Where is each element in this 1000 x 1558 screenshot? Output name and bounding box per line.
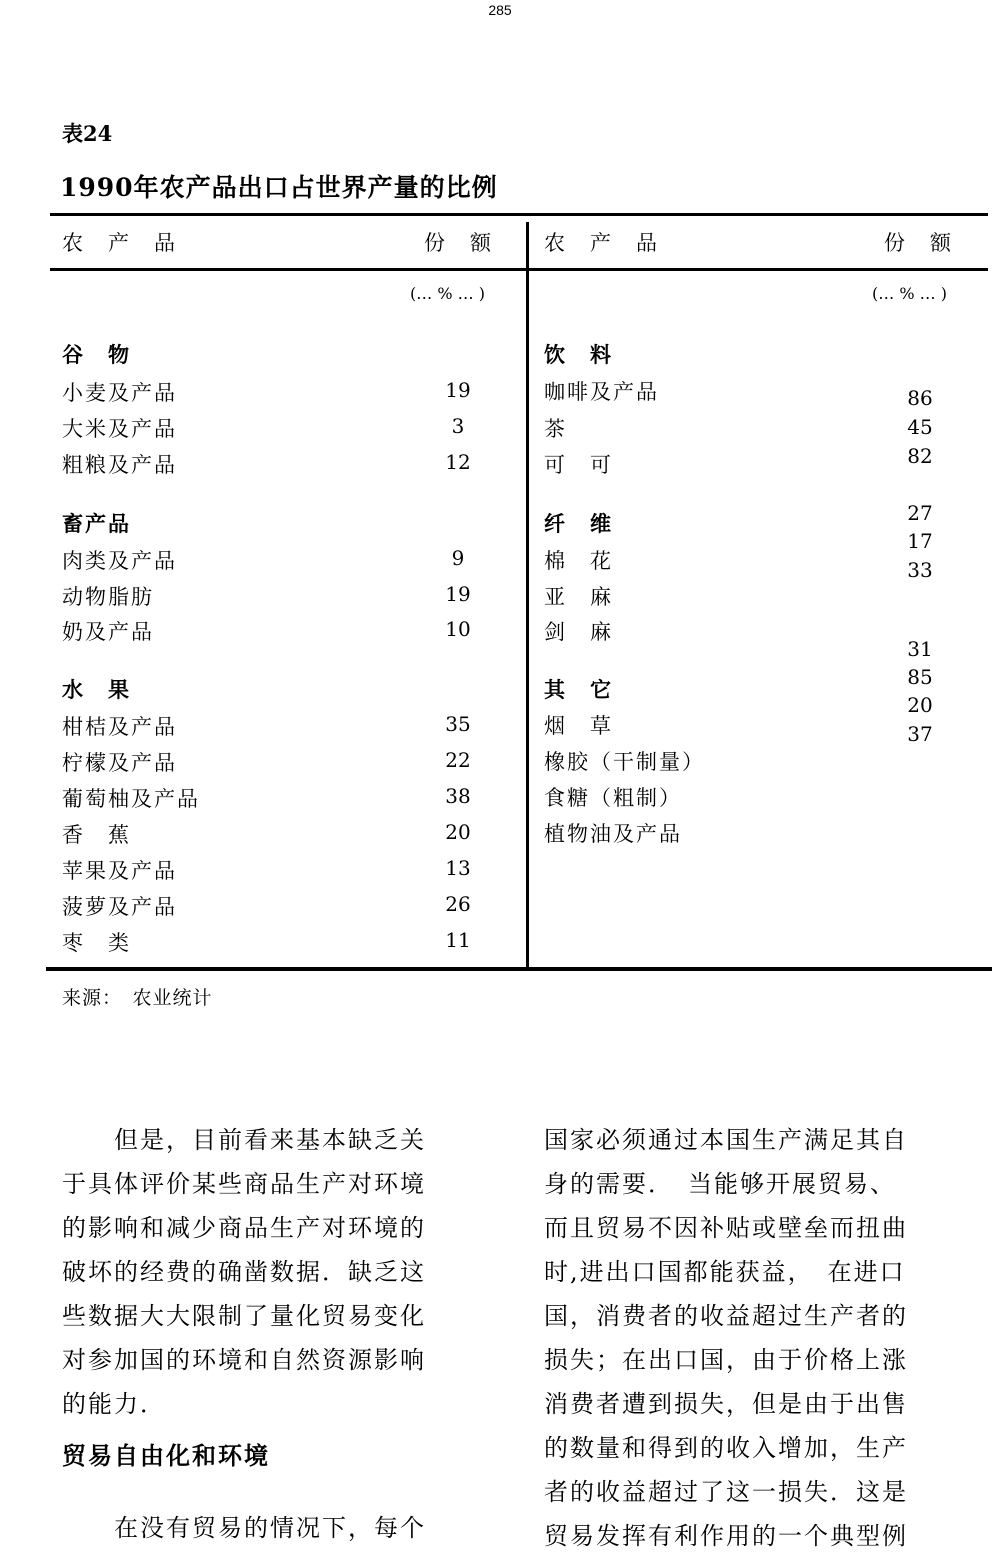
left-row-label: 枣 类 — [62, 931, 131, 955]
text-line: 而且贸易不因补贴或壁垒而扭曲 — [544, 1214, 908, 1242]
body-paragraph-left-2 — [62, 1506, 472, 1550]
right-row-label: 剑 麻 — [544, 620, 613, 644]
right-row-value: 85 — [907, 665, 933, 689]
left-row-value: 13 — [445, 856, 471, 880]
header-left-share: 份 额 — [424, 231, 493, 255]
text-line: 国，消费者的收益超过生产者的 — [544, 1302, 908, 1330]
left-row-value: 9 — [451, 546, 465, 570]
text-line: 国家必须通过本国生产满足其自 — [544, 1126, 908, 1154]
right-row-label: 棉 花 — [544, 549, 613, 573]
text-line: 损失；在出口国，由于价格上涨 — [544, 1346, 908, 1374]
right-row-value: 27 — [907, 501, 933, 525]
text-line: 对参加国的环境和自然资源影响 — [62, 1346, 426, 1374]
left-row-label: 苹果及产品 — [62, 859, 177, 883]
unit-left: (… % … ) — [410, 284, 485, 303]
header-right-product: 农 产 品 — [544, 231, 659, 255]
table-bottom-rule — [46, 967, 992, 971]
unit-right: (… % … ) — [872, 284, 947, 303]
text-line: 贸易发挥有利作用的一个典型例 — [544, 1522, 908, 1550]
right-row-value: 45 — [907, 415, 933, 439]
table-source: 来源： 农业统计 — [62, 987, 213, 1009]
table-top-rule — [50, 213, 988, 216]
header-left-product: 农 产 品 — [62, 231, 177, 255]
left-row-value: 11 — [445, 928, 471, 952]
left-row-label: 柠檬及产品 — [62, 751, 177, 775]
table-column-divider — [526, 222, 529, 970]
text-line: 破坏的经费的确凿数据．缺乏这 — [62, 1258, 426, 1286]
right-row-label: 橡胶（干制量） — [544, 750, 705, 774]
right-row-label: 烟 草 — [544, 714, 613, 738]
left-row-value: 19 — [445, 378, 471, 402]
right-row-label: 纤 维 — [544, 511, 613, 536]
left-row-label: 肉类及产品 — [62, 549, 177, 573]
left-row-label: 葡萄柚及产品 — [62, 787, 200, 811]
text-line: 消费者遭到损失，但是由于出售 — [544, 1390, 908, 1418]
left-row-value: 19 — [445, 582, 471, 606]
text-line: 在没有贸易的情况下，每个 — [62, 1514, 426, 1542]
right-row-value: 86 — [907, 386, 933, 410]
right-row-label: 可 可 — [544, 453, 613, 477]
text-line: 身的需要． 当能够开展贸易、 — [544, 1170, 896, 1198]
section-heading: 贸易自由化和环境 — [62, 1441, 270, 1470]
table-label: 表24 — [62, 121, 113, 146]
left-row-label: 柑桔及产品 — [62, 715, 177, 739]
body-paragraph-right — [544, 1118, 964, 1558]
body-paragraph-left-1 — [62, 1118, 472, 1426]
table-title: 1990年农产品出口占世界产量的比例 — [60, 173, 498, 202]
right-row-value: 20 — [907, 693, 933, 717]
right-row-label: 茶 — [544, 417, 567, 441]
left-row-label: 香 蕉 — [62, 823, 131, 847]
text-line: 些数据大大限制了量化贸易变化 — [62, 1302, 426, 1330]
right-row-label: 食糖（粗制） — [544, 786, 682, 810]
header-right-share: 份 额 — [884, 231, 953, 255]
right-row-value: 37 — [907, 722, 933, 746]
left-row-label: 大米及产品 — [62, 417, 177, 441]
left-row-label: 菠萝及产品 — [62, 895, 177, 919]
right-row-label: 饮 料 — [544, 342, 613, 367]
right-row-label: 其 它 — [544, 677, 613, 702]
text-line: 者的收益超过了这一损失．这是 — [544, 1478, 908, 1506]
left-row-value: 22 — [445, 748, 471, 772]
text-line: 于具体评价某些商品生产对环境 — [62, 1170, 426, 1198]
page-number: 285 — [488, 2, 512, 18]
right-row-label: 咖啡及产品 — [544, 380, 659, 404]
right-row-value: 17 — [907, 529, 933, 553]
left-row-label: 奶及产品 — [62, 620, 154, 644]
right-row-value: 82 — [907, 444, 933, 468]
left-row-label: 动物脂肪 — [62, 585, 154, 609]
right-row-label: 植物油及产品 — [544, 822, 682, 846]
text-line: 的能力． — [62, 1390, 166, 1418]
right-row-value: 33 — [907, 558, 933, 582]
left-row-label: 粗粮及产品 — [62, 453, 177, 477]
left-row-value: 35 — [445, 712, 471, 736]
text-line: 但是，目前看来基本缺乏关 — [62, 1126, 426, 1154]
left-row-value: 26 — [445, 892, 471, 916]
left-row-label: 谷 物 — [62, 342, 131, 367]
right-row-value: 31 — [907, 637, 933, 661]
right-row-label: 亚 麻 — [544, 585, 613, 609]
left-row-value: 3 — [451, 414, 465, 438]
left-row-value: 12 — [445, 450, 471, 474]
text-line: 时,进出口国都能获益， 在进口 — [544, 1258, 906, 1286]
text-line: 的数量和得到的收入增加，生产 — [544, 1434, 908, 1462]
left-row-value: 38 — [445, 784, 471, 808]
left-row-label: 水 果 — [62, 677, 131, 702]
left-row-label: 畜产品 — [62, 511, 131, 536]
left-row-label: 小麦及产品 — [62, 381, 177, 405]
left-row-value: 20 — [445, 820, 471, 844]
left-row-value: 10 — [445, 617, 471, 641]
table-header-rule — [50, 268, 988, 271]
text-line: 的影响和减少商品生产对环境的 — [62, 1214, 426, 1242]
